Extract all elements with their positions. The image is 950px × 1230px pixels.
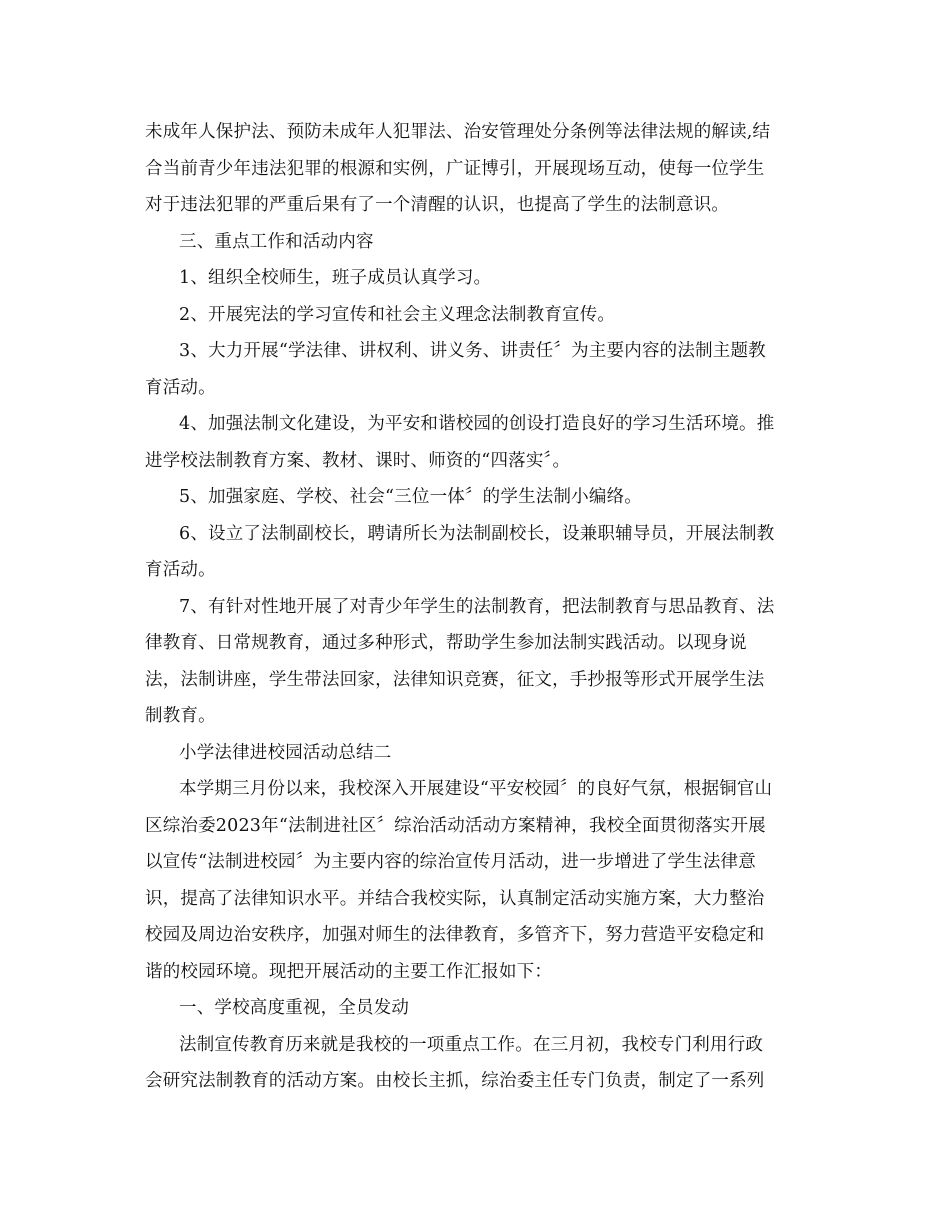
text-line: 三、重点工作和活动内容 [179, 231, 374, 252]
text-line: 3、大力开展“学法律、讲权利、讲义务、讲责任〞为主要内容的法制主题教 [179, 341, 766, 361]
text-line: 2、开展宪法的学习宣传和社会主义理念法制教育宣传。 [179, 304, 616, 325]
text-line: 识，提高了法律知识水平。并结合我校实际，认真制定活动实施方案，大力整治 [145, 888, 765, 909]
text-line: 制教育。 [145, 706, 216, 726]
text-line: 6、设立了法制副校长，聘请所长为法制副校长，设兼职辅导员，开展法制教 [179, 523, 775, 544]
text-line: 校园及周边治安秩序，加强对师生的法律教育，多管齐下，努力营造平安稳定和 [145, 925, 765, 945]
text-line: 对于违法犯罪的严重后果有了一个清醒的认识，也提高了学生的法制意识。 [145, 195, 730, 215]
text-line: 7、有针对性地开展了对青少年学生的法制教育，把法制教育与思品教育、法 [179, 596, 775, 617]
text-line: 谐的校园环境。现把开展活动的主要工作汇报如下： [145, 961, 553, 982]
text-line: 育活动。 [145, 560, 216, 580]
document-body [145, 114, 805, 1100]
text-line: 区综治委2023年“法制进社区〞综治活动活动方案精神，我校全面贯彻落实开展 [145, 815, 766, 836]
text-line: 进学校法制教育方案、教材、课时、师资的“四落实〞。 [145, 450, 571, 471]
text-line: 合当前青少年违法犯罪的根源和实例，广证博引，开展现场互动，使每一位学生 [145, 158, 765, 179]
text-line: 1、组织全校师生，班子成员认真学习。 [179, 268, 492, 288]
text-line: 一、学校高度重视，全员发动 [179, 998, 410, 1018]
text-line: 5、加强家庭、学校、社会“三位一体〞的学生法制小编络。 [179, 487, 642, 507]
text-line: 法，法制讲座，学生带法回家，法律知识竞赛，征文，手抄报等形式开展学生法 [145, 669, 765, 690]
text-line: 会研究法制教育的活动方案。由校长主抓，综治委主任专门负责，制定了一系列 [145, 1071, 765, 1091]
text-line: 律教育、日常规教育，通过多种形式，帮助学生参加法制实践活动。以现身说 [145, 633, 747, 653]
text-line: 育活动。 [145, 377, 216, 398]
text-line: 4、加强法制文化建设，为平安和谐校园的创设打造良好的学习生活环境。推 [179, 414, 775, 434]
text-line: 未成年人保护法、预防未成年人犯罪法、治安管理处分条例等法律法规的解读,结 [145, 122, 771, 142]
text-line: 以宣传“法制进校园〞为主要内容的综治宣传月活动，进一步增进了学生法律意 [145, 852, 756, 872]
text-line: 本学期三月份以来，我校深入开展建设“平安校园〞的良好气氛，根据铜官山 [179, 779, 773, 799]
text-line: 法制宣传教育历来就是我校的一项重点工作。在三月初，我校专门利用行政 [179, 1034, 764, 1055]
text-line: 小学法律进校园活动总结二 [179, 742, 392, 763]
